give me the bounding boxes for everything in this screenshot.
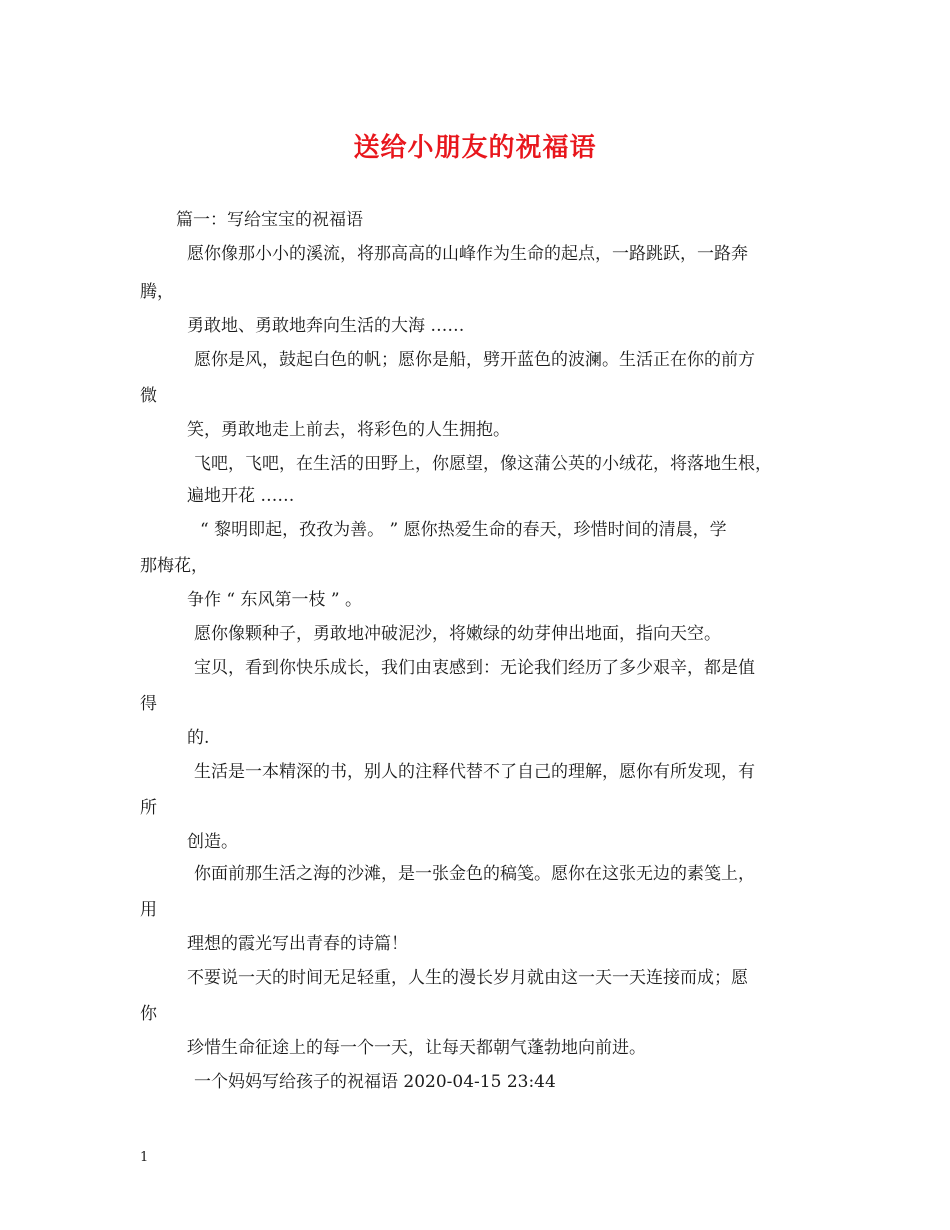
paragraph-line: 遍地开花 …… [187,486,295,506]
paragraph-line: 腾， [140,282,174,302]
paragraph-line: 用 [140,900,157,920]
paragraph-line: 微 [140,386,157,406]
document-title: 送给小朋友的祝福语 [353,133,597,163]
paragraph-line: 飞吧，飞吧，在生活的田野上，你愿望，像这蒲公英的小绒花，将落地生根， [194,454,772,474]
paragraph-line: 愿你是风，鼓起白色的帆；愿你是船，劈开蓝色的波澜。生活正在你的前方 [194,350,755,370]
paragraph-line: 笑，勇敢地走上前去，将彩色的人生拥抱。 [187,420,510,440]
paragraph-line: 生活是一本精深的书，别人的注释代替不了自己的理解，愿你有所发现，有 [194,762,755,782]
paragraph-line: 宝贝，看到你快乐成长，我们由衷感到：无论我们经历了多少艰辛，都是值 [194,658,755,678]
paragraph-line: 你面前那生活之海的沙滩，是一张金色的稿笺。愿你在这张无边的素笺上， [194,864,755,884]
paragraph-line: 理想的霞光写出青春的诗篇！ [187,934,408,954]
paragraph-line: 所 [140,798,157,818]
section-heading: 篇一：写给宝宝的祝福语 [176,210,363,230]
page-number: 1 [140,1150,149,1165]
paragraph-line: 创造。 [187,832,238,852]
paragraph-line: 那梅花， [140,556,208,576]
paragraph-line: 愿你像那小小的溪流，将那高高的山峰作为生命的起点，一路跳跃，一路奔 [187,244,748,264]
paragraph-line: 你 [140,1004,157,1024]
paragraph-line: 愿你像颗种子，勇敢地冲破泥沙，将嫩绿的幼芽伸出地面，指向天空。 [194,624,721,644]
paragraph-line: 的. [187,728,210,748]
paragraph-line: 得 [140,694,157,714]
paragraph-line: 珍惜生命征途上的每一个一天，让每天都朝气蓬勃地向前进。 [187,1038,646,1058]
paragraph-line: 勇敢地、勇敢地奔向生活的大海 …… [187,316,465,336]
paragraph-line: “ 黎明即起，孜孜为善。 ” 愿你热爱生命的春天，珍惜时间的清晨，学 [200,520,727,540]
paragraph-line: 争作 “ 东风第一枝 ” 。 [187,590,362,610]
paragraph-line: 一个妈妈写给孩子的祝福语 2020-04-15 23:44 [194,1072,556,1092]
paragraph-line: 不要说一天的时间无足轻重，人生的漫长岁月就由这一天一天连接而成；愿 [187,968,748,988]
